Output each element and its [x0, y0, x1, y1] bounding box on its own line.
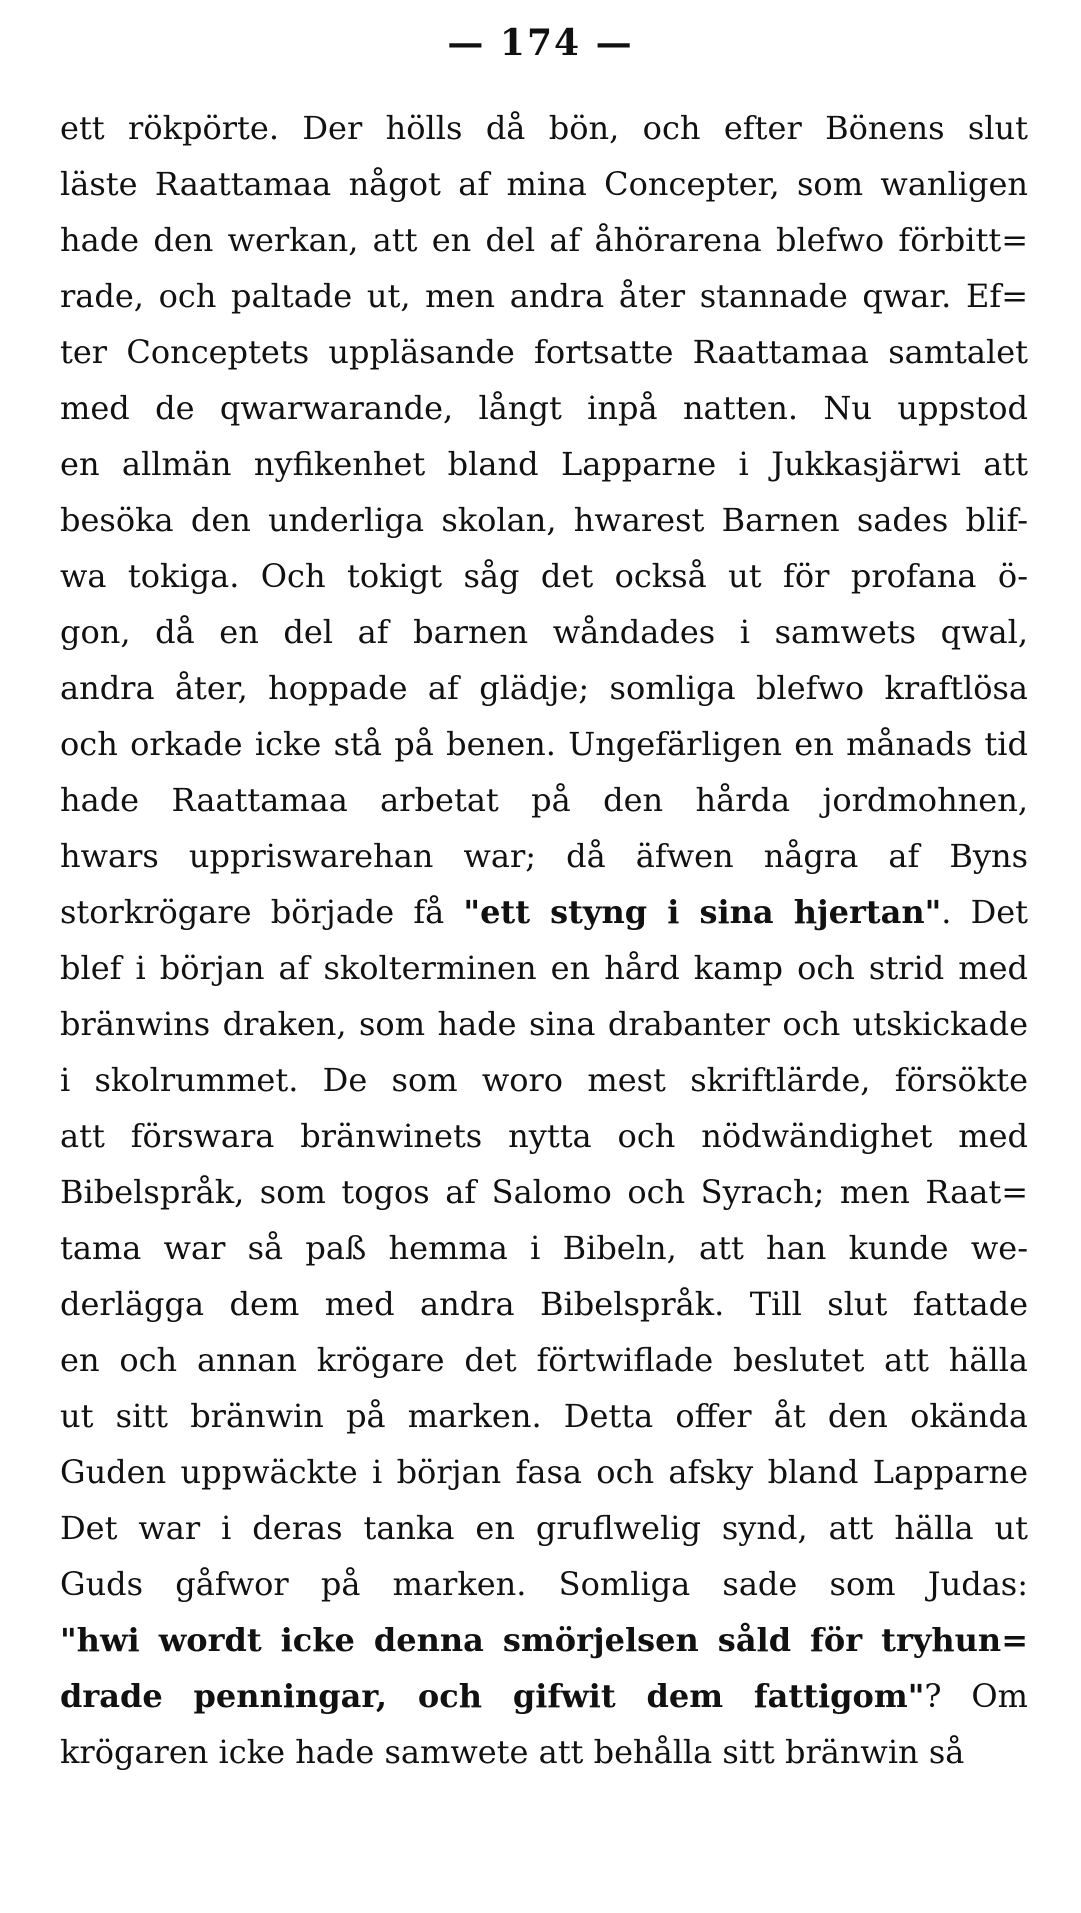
text-line: [60, 604, 1028, 660]
text-line: [60, 1108, 1028, 1164]
text-segment: en allmän nyfikenhet bland Lapparne i Jukkasjärwi att: [60, 445, 1028, 483]
text-segment: andra åter, hoppade af glädje; somliga blefwo kraftlösa: [60, 669, 1028, 707]
text-line: [60, 1332, 1028, 1388]
text-segment: med de qwarwarande, långt inpå natten. Nu uppstod: [60, 389, 1028, 427]
text-segment: ett rökpörte. Der hölls då bön, och efter Bönens slut: [60, 109, 1028, 147]
text-line: [60, 1052, 1028, 1108]
text-segment: en och annan krögare det förtwiflade beslutet att hälla: [60, 1341, 1028, 1379]
text-segment: ter Conceptets uppläsande fortsatte Raattamaa samtalet: [60, 333, 1028, 371]
text-segment: läste Raattamaa något af mina Concepter, som wanligen: [60, 165, 1028, 203]
text-segment: tama war så paß hemma i Bibeln, att han kunde we-: [60, 1229, 1028, 1267]
text-line: [60, 1444, 1028, 1500]
text-line: [60, 1388, 1028, 1444]
body-text: [60, 100, 1028, 1780]
text-line: [60, 324, 1028, 380]
text-segment: att förswara bränwinets nytta och nödwändighet med: [60, 1117, 1028, 1155]
text-segment: krögaren icke hade samwete att behålla sitt bränwin så: [60, 1733, 965, 1771]
text-line: [60, 1556, 1028, 1612]
text-line: [60, 1164, 1028, 1220]
text-segment: ut sitt bränwin på marken. Detta offer åt den okända: [60, 1397, 1028, 1435]
text-segment: . Det: [941, 893, 1028, 931]
text-segment: Bibelspråk, som togos af Salomo och Syrach; men Raat=: [60, 1173, 1028, 1211]
text-segment: och orkade icke stå på benen. Ungefärligen en månads tid: [60, 725, 1028, 763]
text-line: [60, 716, 1028, 772]
text-line: [60, 828, 1028, 884]
text-segment: hwars uppriswarehan war; då äfwen några af Byns: [60, 837, 1028, 875]
text-line: [60, 1612, 1028, 1668]
text-segment: besöka den underliga skolan, hwarest Barnen sades blif-: [60, 501, 1028, 539]
text-segment: ? Om: [924, 1677, 1028, 1715]
text-line: [60, 100, 1028, 156]
text-line: [60, 380, 1028, 436]
text-segment: hade Raattamaa arbetat på den hårda jordmohnen,: [60, 781, 1028, 819]
text-line: [60, 1500, 1028, 1556]
text-segment: i skolrummet. De som woro mest skriftlärde, försökte: [60, 1061, 1028, 1099]
text-segment: Det war i deras tanka en gruflwelig synd, att hälla ut: [60, 1509, 1028, 1547]
text-segment: derlägga dem med andra Bibelspråk. Till slut fattade: [60, 1285, 1028, 1323]
text-line: [60, 996, 1028, 1052]
text-segment: Guds gåfwor på marken. Somliga sade som Judas:: [60, 1565, 1028, 1603]
emphasized-text: "ett styng i sina hjertan": [463, 893, 942, 931]
text-line: [60, 1220, 1028, 1276]
text-line: [60, 436, 1028, 492]
text-line: [60, 1668, 1028, 1724]
text-segment: rade, och paltade ut, men andra åter stannade qwar. Ef=: [60, 277, 1028, 315]
text-line: [60, 1724, 1028, 1780]
text-line: [60, 156, 1028, 212]
text-line: [60, 492, 1028, 548]
page-number: — 174 —: [447, 22, 634, 64]
text-segment: hade den werkan, att en del af åhörarena blefwo förbitt=: [60, 221, 1028, 259]
text-segment: blef i början af skolterminen en hård kamp och strid med: [60, 949, 1028, 987]
text-line: [60, 548, 1028, 604]
text-segment: Guden uppwäckte i början fasa och afsky bland Lapparne: [60, 1453, 1028, 1491]
text-segment: bränwins draken, som hade sina drabanter och utskickade: [60, 1005, 1028, 1043]
text-line: [60, 1276, 1028, 1332]
text-line: [60, 660, 1028, 716]
text-line: [60, 212, 1028, 268]
text-segment: wa tokiga. Och tokigt såg det också ut för profana ö-: [60, 557, 1028, 595]
text-line: [60, 884, 1028, 940]
emphasized-text: "hwi wordt icke denna smörjelsen såld för tryhun=: [60, 1621, 1028, 1659]
text-segment: storkrögare började få: [60, 893, 464, 931]
text-segment: gon, då en del af barnen wåndades i samwets qwal,: [60, 613, 1028, 651]
text-line: [60, 268, 1028, 324]
emphasized-text: drade penningar, och gifwit dem fattigom": [60, 1677, 925, 1715]
text-line: [60, 940, 1028, 996]
text-line: [60, 772, 1028, 828]
